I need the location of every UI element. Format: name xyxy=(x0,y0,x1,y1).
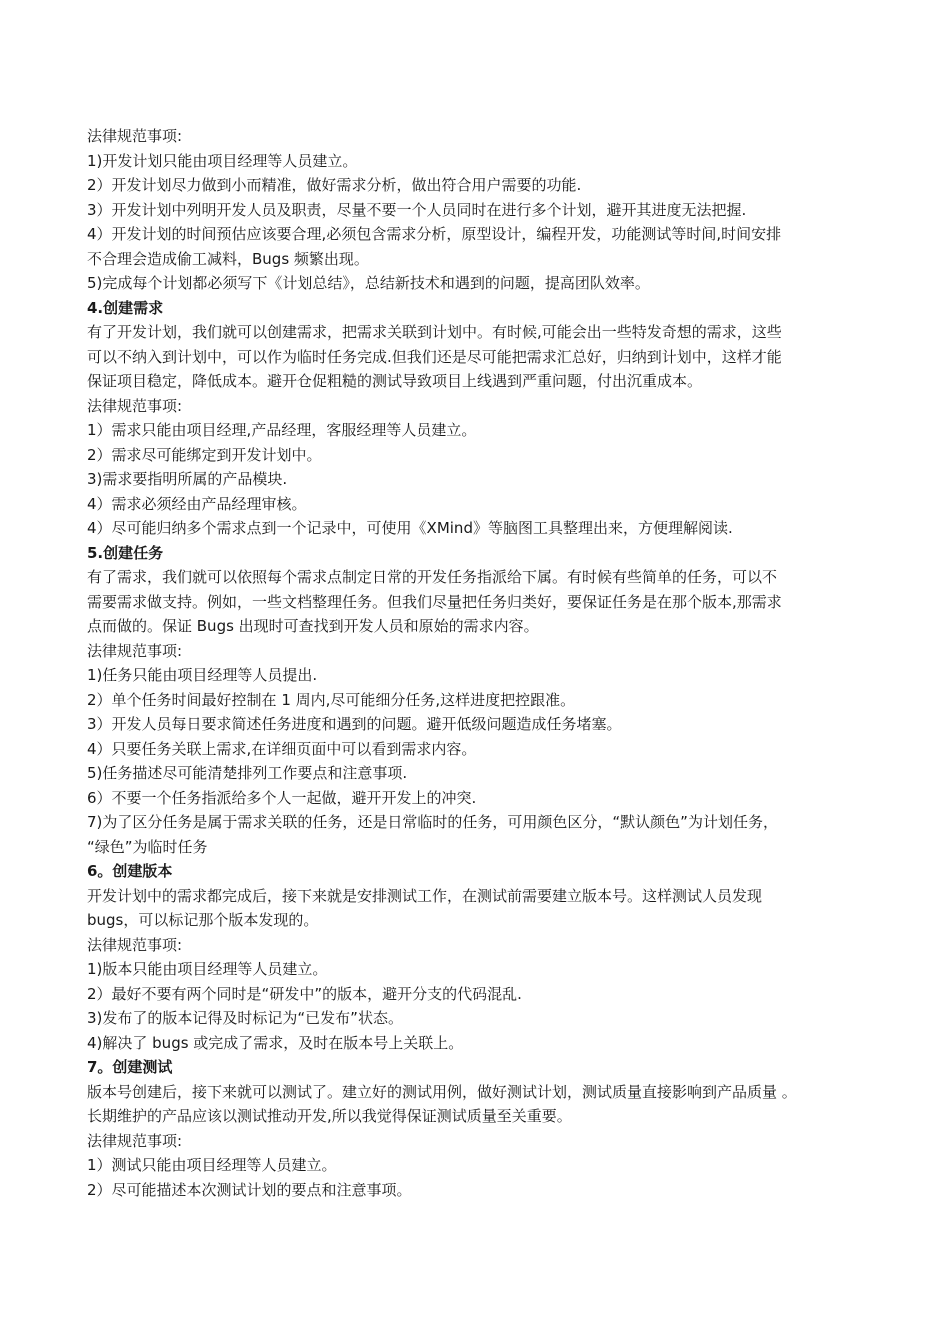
rules-label: 法律规范事项: xyxy=(87,396,183,415)
rule-item: 1)版本只能由项目经理等人员建立。 xyxy=(87,960,328,978)
rule-item: 2）需求尽可能绑定到开发计划中。 xyxy=(87,445,322,464)
rule-item: 1)任务只能由项目经理等人员提出. xyxy=(87,666,318,684)
rule-item: 6）不要一个任务指派给多个人一起做，避开开发上的冲突. xyxy=(87,788,477,807)
rule-item: 2）尽可能描述本次测试计划的要点和注意事项。 xyxy=(87,1180,412,1199)
rule-item: 4）尽可能归纳多个需求点到一个记录中，可使用《XMind》等脑图工具整理出来，方便理解阅读. xyxy=(87,519,733,537)
paragraph-line: 有了开发计划，我们就可以创建需求，把需求关联到计划中。有时候,可能会出一些特发奇想的需求，这些 xyxy=(87,323,782,341)
rule-item: 5)完成每个计划都必须写下《计划总结》，总结新技术和遇到的问题，提高团队效率。 xyxy=(87,274,650,292)
paragraph-line: 长期维护的产品应该以测试推动开发,所以我觉得保证测试质量至关重要。 xyxy=(87,1107,572,1125)
rule-item: 3)发布了的版本记得及时标记为“已发布”状态。 xyxy=(87,1009,403,1027)
paragraph-line: bugs，可以标记那个版本发现的。 xyxy=(87,911,319,929)
paragraph-line: 需要需求做支持。例如，一些文档整理任务。但我们尽量把任务归类好，要保证任务是在那个版本,那需求 xyxy=(87,592,782,611)
section-heading-create-requirement: 4.创建需求 xyxy=(87,298,164,317)
rule-item: 1）测试只能由项目经理等人员建立。 xyxy=(87,1156,337,1174)
paragraph-line: 可以不纳入到计划中，可以作为临时任务完成.但我们还是尽可能把需求汇总好，归纳到计划中，这样才能 xyxy=(87,347,782,366)
rule-item: 4）只要任务关联上需求,在详细页面中可以看到需求内容。 xyxy=(87,739,477,758)
paragraph-line: 有了需求，我们就可以依照每个需求点制定日常的开发任务指派给下属。有时候有些简单的任务，可以不 xyxy=(87,568,778,586)
rules-label: 法律规范事项: xyxy=(87,935,183,954)
rule-item: 1）需求只能由项目经理,产品经理，客服经理等人员建立。 xyxy=(87,421,477,439)
rule-item: 5)任务描述尽可能清楚排列工作要点和注意事项. xyxy=(87,764,408,782)
rule-item: 4)解决了 bugs 或完成了需求，及时在版本号上关联上。 xyxy=(87,1033,464,1052)
rule-item: 4）需求必须经由产品经理审核。 xyxy=(87,494,307,513)
rule-item: 2）开发计划尽力做到小而精准，做好需求分析，做出符合用户需要的功能. xyxy=(87,176,582,194)
section-heading-create-task: 5.创建任务 xyxy=(87,543,164,562)
rule-item: 3)需求要指明所属的产品模块. xyxy=(87,470,288,488)
section-heading-create-test: 7。创建测试 xyxy=(87,1058,173,1076)
rule-item: 2）单个任务时间最好控制在 1 周内,尽可能细分任务,这样进度把控跟准。 xyxy=(87,690,576,709)
rule-item: 1)开发计划只能由项目经理等人员建立。 xyxy=(87,151,358,170)
rules-label: 法律规范事项: xyxy=(87,1131,183,1150)
paragraph-line: 版本号创建后，接下来就可以测试了。建立好的测试用例，做好测试计划，测试质量直接影响到产品质量 。 xyxy=(87,1082,797,1101)
rules-label: 法律规范事项: xyxy=(87,127,183,145)
rule-item: 3）开发计划中列明开发人员及职责，尽量不要一个人员同时在进行多个计划，避开其进度无法把握. xyxy=(87,200,747,219)
paragraph-line: 保证项目稳定，降低成本。避开仓促粗糙的测试导致项目上线遇到严重问题，付出沉重成本。 xyxy=(87,372,703,390)
rule-item: 3）开发人员每日要求简述任务进度和遇到的问题。避开低级问题造成任务堵塞。 xyxy=(87,715,622,733)
paragraph-line: 点而做的。保证 Bugs 出现时可查找到开发人员和原始的需求内容。 xyxy=(87,617,539,635)
rule-item: 2）最好不要有两个同时是“研发中”的版本，避开分支的代码混乱. xyxy=(87,984,522,1003)
rule-item: 不合理会造成偷工减料，Bugs 频繁出现。 xyxy=(87,249,369,268)
paragraph-line: 开发计划中的需求都完成后，接下来就是安排测试工作，在测试前需要建立版本号。这样测试人员发现 xyxy=(87,886,763,905)
rule-item: “绿色”为临时任务 xyxy=(87,837,208,856)
rule-item: 4）开发计划的时间预估应该要合理,必须包含需求分析，原型设计，编程开发，功能测试等时间,时间安排 xyxy=(87,225,782,243)
rule-item: 7)为了区分任务是属于需求关联的任务，还是日常临时的任务，可用颜色区分，“默认颜色”为计划任务， xyxy=(87,813,778,831)
rules-label: 法律规范事项: xyxy=(87,641,183,660)
section-heading-create-version: 6。创建版本 xyxy=(87,862,173,880)
document-page xyxy=(87,124,887,1202)
